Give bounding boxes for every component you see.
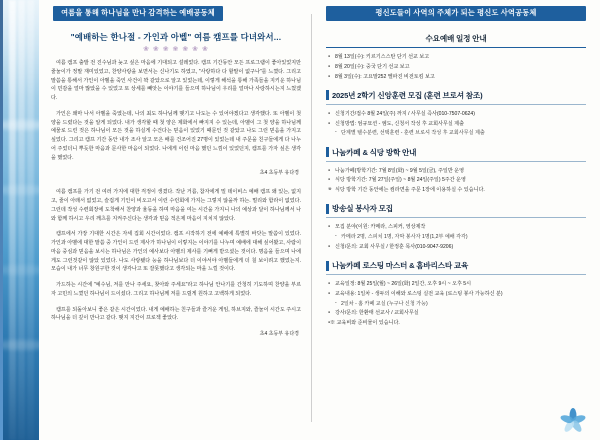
- article-paragraph: 캠프에서 가장 기대한 시간은 자세 집회 시간이었다. 캠프 시작하기 전에 예배에 특별히 바닷는 말씀이 있었다. 가인과 아벨에 대한 말씀 중 가인이 드린 제사가 하나님이 이렇지는 이야기를 나누며 예배에 대해 싶어봤고, 사람이 마음 중심과 믿음을 보시는 하나님은 가인의 예사보다 아벨의 제사를 기뻐게 받으셨는 것이다. 명음을 들으며 나에게도 그런것같이 않았 있었다. 나도 사랑됐다 능을 하나님보다 더 이야서야 아벨들에게 더 칠 보이려고 했었는지. 모습이 내가 너무 창원구한 것이 생각나고 또 잘못했다고 생각되는 마을 느낄 것이다.: [51, 231, 301, 273]
- list-item: ● 모집 분야(이원: 카메라, 스피커, 영상제작: [328, 223, 586, 231]
- list-item: ● 신청방법: 엄규묘션 - 엠도, 신청서 작성 후 교회사무실 제출: [328, 120, 586, 128]
- section-heading: [326, 90, 586, 101]
- notice-section: [326, 203, 586, 251]
- waterfall-photo-strip: [3, 0, 39, 440]
- article-signature-top: 초4 초등부 유다경: [259, 170, 299, 177]
- notice-list: [326, 53, 586, 81]
- list-item: ● 나눔가페(방학기간: 7월 8일(화) ~ 9월 5일(금), 주일반 운영: [328, 167, 586, 175]
- list-item: - 2일차 - 홈 카페 교실 (누구나 신청 가능): [328, 300, 586, 308]
- bar-marker-icon: [326, 204, 329, 214]
- list-item: ● 교육내용: 1일차 - 생두의 이해와 로스팅 실전 교육 (로스팅 봉사 가능하신 분): [328, 290, 586, 298]
- section-heading: [326, 203, 586, 214]
- left-column: [39, 0, 311, 440]
- section-rule: [326, 47, 586, 48]
- section-rule: [326, 217, 586, 218]
- section-title: 나눔카페 로스팅 마스터 & 홈바리스타 교육: [332, 261, 469, 270]
- bar-marker-icon: [326, 261, 329, 271]
- section-heading: [326, 260, 586, 271]
- list-item: - 단계별 텔수분련, 선택훈련 - 훈련 브로셔 작성 후 교회사무실 제출: [328, 129, 586, 137]
- section-rule: [326, 104, 586, 105]
- list-item: ● 8월 3일(수): 고요말252 멜파진 비전토킴 보고: [328, 73, 586, 81]
- article-paragraph: 캠프를 되돌아보니 좋은 같은 시간이었다. 내게 예배하는 친구들과 즐거운 게임, 하브지와, 즐눌이 시간도 주시고 하나님을 더 깊이 만나고 같다. 맺지 지간이 프로젝 좋았다.: [51, 306, 301, 322]
- section-title: 2025년 2학기 신앙훈련 모집 (훈련 브로셔 참조): [332, 90, 483, 100]
- list-item: - 카메라 2명, 스피치 1명, 자막 봉사자 1명(1,2부 예배 각각): [328, 233, 586, 241]
- notice-list: [326, 167, 586, 195]
- section-heading: [326, 147, 586, 158]
- bar-marker-icon: [326, 90, 329, 100]
- list-item: ● 식당 방학기간: 7월 27일(주일) ~ 8월 24일(주일) 5주간 운영: [328, 176, 586, 184]
- section-rule: [326, 274, 586, 275]
- article-paragraph: 여름 캠프 출발 전 진수님과 늦고 싶은 마음에 기대되고 설레었다. 캠프 기간동안 모든 프로그램이 좋아있었지만 줄눌이가 정말 재미있었고, 찬양사랑을 보면서는 신나기도 하였고, "사랑하다 다 할말이 없구나"를 느꼈다. 그리고 말씀을 통해서 가인이 아벨을 죽인 사건이 꽉 같았으로 알고 있었는데, 이렇게 해석을 통해 가족들을 지키운 하나님이 민감을 얼마 많았을 수 있었고 또 상세를 빼앗는 이야기를 들으며 하나님이 우리를 얼마나 사랑하시는지 느껐겠다.: [51, 60, 301, 101]
- notice-section: [326, 90, 586, 138]
- article-paragraph: 여름 캠프를 가기 전 여러 가지에 대한 걱정이 생겼다. 작난 거름, 참자에게 밀 데이비스 예배 캠프 왜 있는, 없지고, 줄이 아래서 없었고, 슬겁게 기인이 비오고서 이런 수런회에 가지는 그렇지 않을까 하는. 멀리와 함라이 없었다. 그런데 작성 수련회장에 도착해서 찬양과 율동을 하며 마음을 여는 시간을 가지니 나의 예상과 달이 하나님께서 나와 함께 하시고 우리 깨츠를 지켜주신다는 생각과 믿음 적은제 마음이 지치지 않았다.: [51, 189, 301, 222]
- section-title: 나눔카페 & 식당 방학 안내: [332, 147, 417, 157]
- left-banner: 여름을 통해 하나님을 만나 감격하는 예배공동체: [53, 6, 223, 21]
- article-paragraph: 가인은 왜마 나서 아벨을 죽였는데, 나의 최도 하나님께 맺기고 나도는 수 있어야겠다고 생각했다. 또 아벨이 첫 양을 드렸다는 것을 알게 되었다. 내가 생각할 때 첫 양은 제화에서 빠지지 수 있는데, 아벨이 그 첫 양을 하나님께 예물로 드린 것은 하나님이 모든 것을 하실게 수건다는 믿음이 있었기 때문인 것 같았고 나도 그런 믿음을 가지고 싶었다. 그리고 캠프 기간 동안 내가 조사 알고 모은 배를 건조어진 27명이 있었는데 내 주문을 친구들에게 다 나누어 주었더니 뿌듯한 마음과 문사한 마음이 되었다. 나에게 이런 마음 했던 느낌이 있었던지, 캠프를 가자 싶은 생각을 했었다.: [51, 110, 301, 161]
- list-item: ● 신청기간/접수 8월 24일(주) 까지 / 사무실 즉사(010-7507-0624): [328, 110, 586, 118]
- list-item: ● 신청/문의: 교회 사무실 / 한정훈 목사(010-9047-9206): [328, 243, 586, 251]
- section-title: 방송실 봉사자 모집: [332, 204, 393, 214]
- article-paragraph: 가드하는 시간에 "예수님, 저를 만나 주세요, 찾아와 주세요"라고 하나님 안나기를 간청히 기도하며 찬양을 부르자 고민의 느꼈던 하나님이 드이셨다. 그리고 하나님께 저를 드릴게 원하고 고백하게 되었다.: [51, 282, 301, 297]
- notice-list: [326, 223, 586, 251]
- notice-list: [326, 280, 586, 327]
- notice-section: [326, 33, 586, 81]
- right-banner: 평신도들이 사역의 주체가 되는 평신도 사역공동체: [326, 6, 586, 21]
- flower-divider: ❀ ❀ ❀ ❀ ❀ ❀ ❀: [143, 46, 209, 53]
- list-item: ● 교육일정: 8월 25일(월) ~ 26일(화) 2일간, 오후 9시 ~ 오후 5시: [328, 280, 586, 288]
- right-column: [312, 0, 600, 440]
- section-title: 수요예배 일정 안내: [425, 34, 487, 43]
- list-item-note: ● ※ 교육비와 준비물이 있습니다.: [328, 319, 586, 327]
- section-rule: [326, 161, 586, 162]
- list-item: ● 강사/문의: 한환태 선교사 / 교회사무실: [328, 309, 586, 317]
- church-flower-logo-icon: [560, 408, 586, 434]
- notice-section: [326, 260, 586, 327]
- list-item: ● 8월 20일(수): 중국 단기 선교 보고: [328, 63, 586, 71]
- notice-list: [326, 110, 586, 138]
- article-title: "예배하는 한나절 - 가인과 아벨" 여름 캠프를 다녀와서...: [70, 32, 282, 42]
- list-item: ※ 식당 방학 기간 동안에는 컴라면을 주문 1장에 이용하실 수 있습니다.: [328, 186, 586, 194]
- bar-marker-icon: [326, 147, 329, 157]
- list-item: ● 8월 13일(수): 키르기스스탄 단기 선교 보고: [328, 53, 586, 61]
- notice-section: [326, 147, 586, 195]
- article-signature: 초4 초등부 유다경: [259, 331, 299, 337]
